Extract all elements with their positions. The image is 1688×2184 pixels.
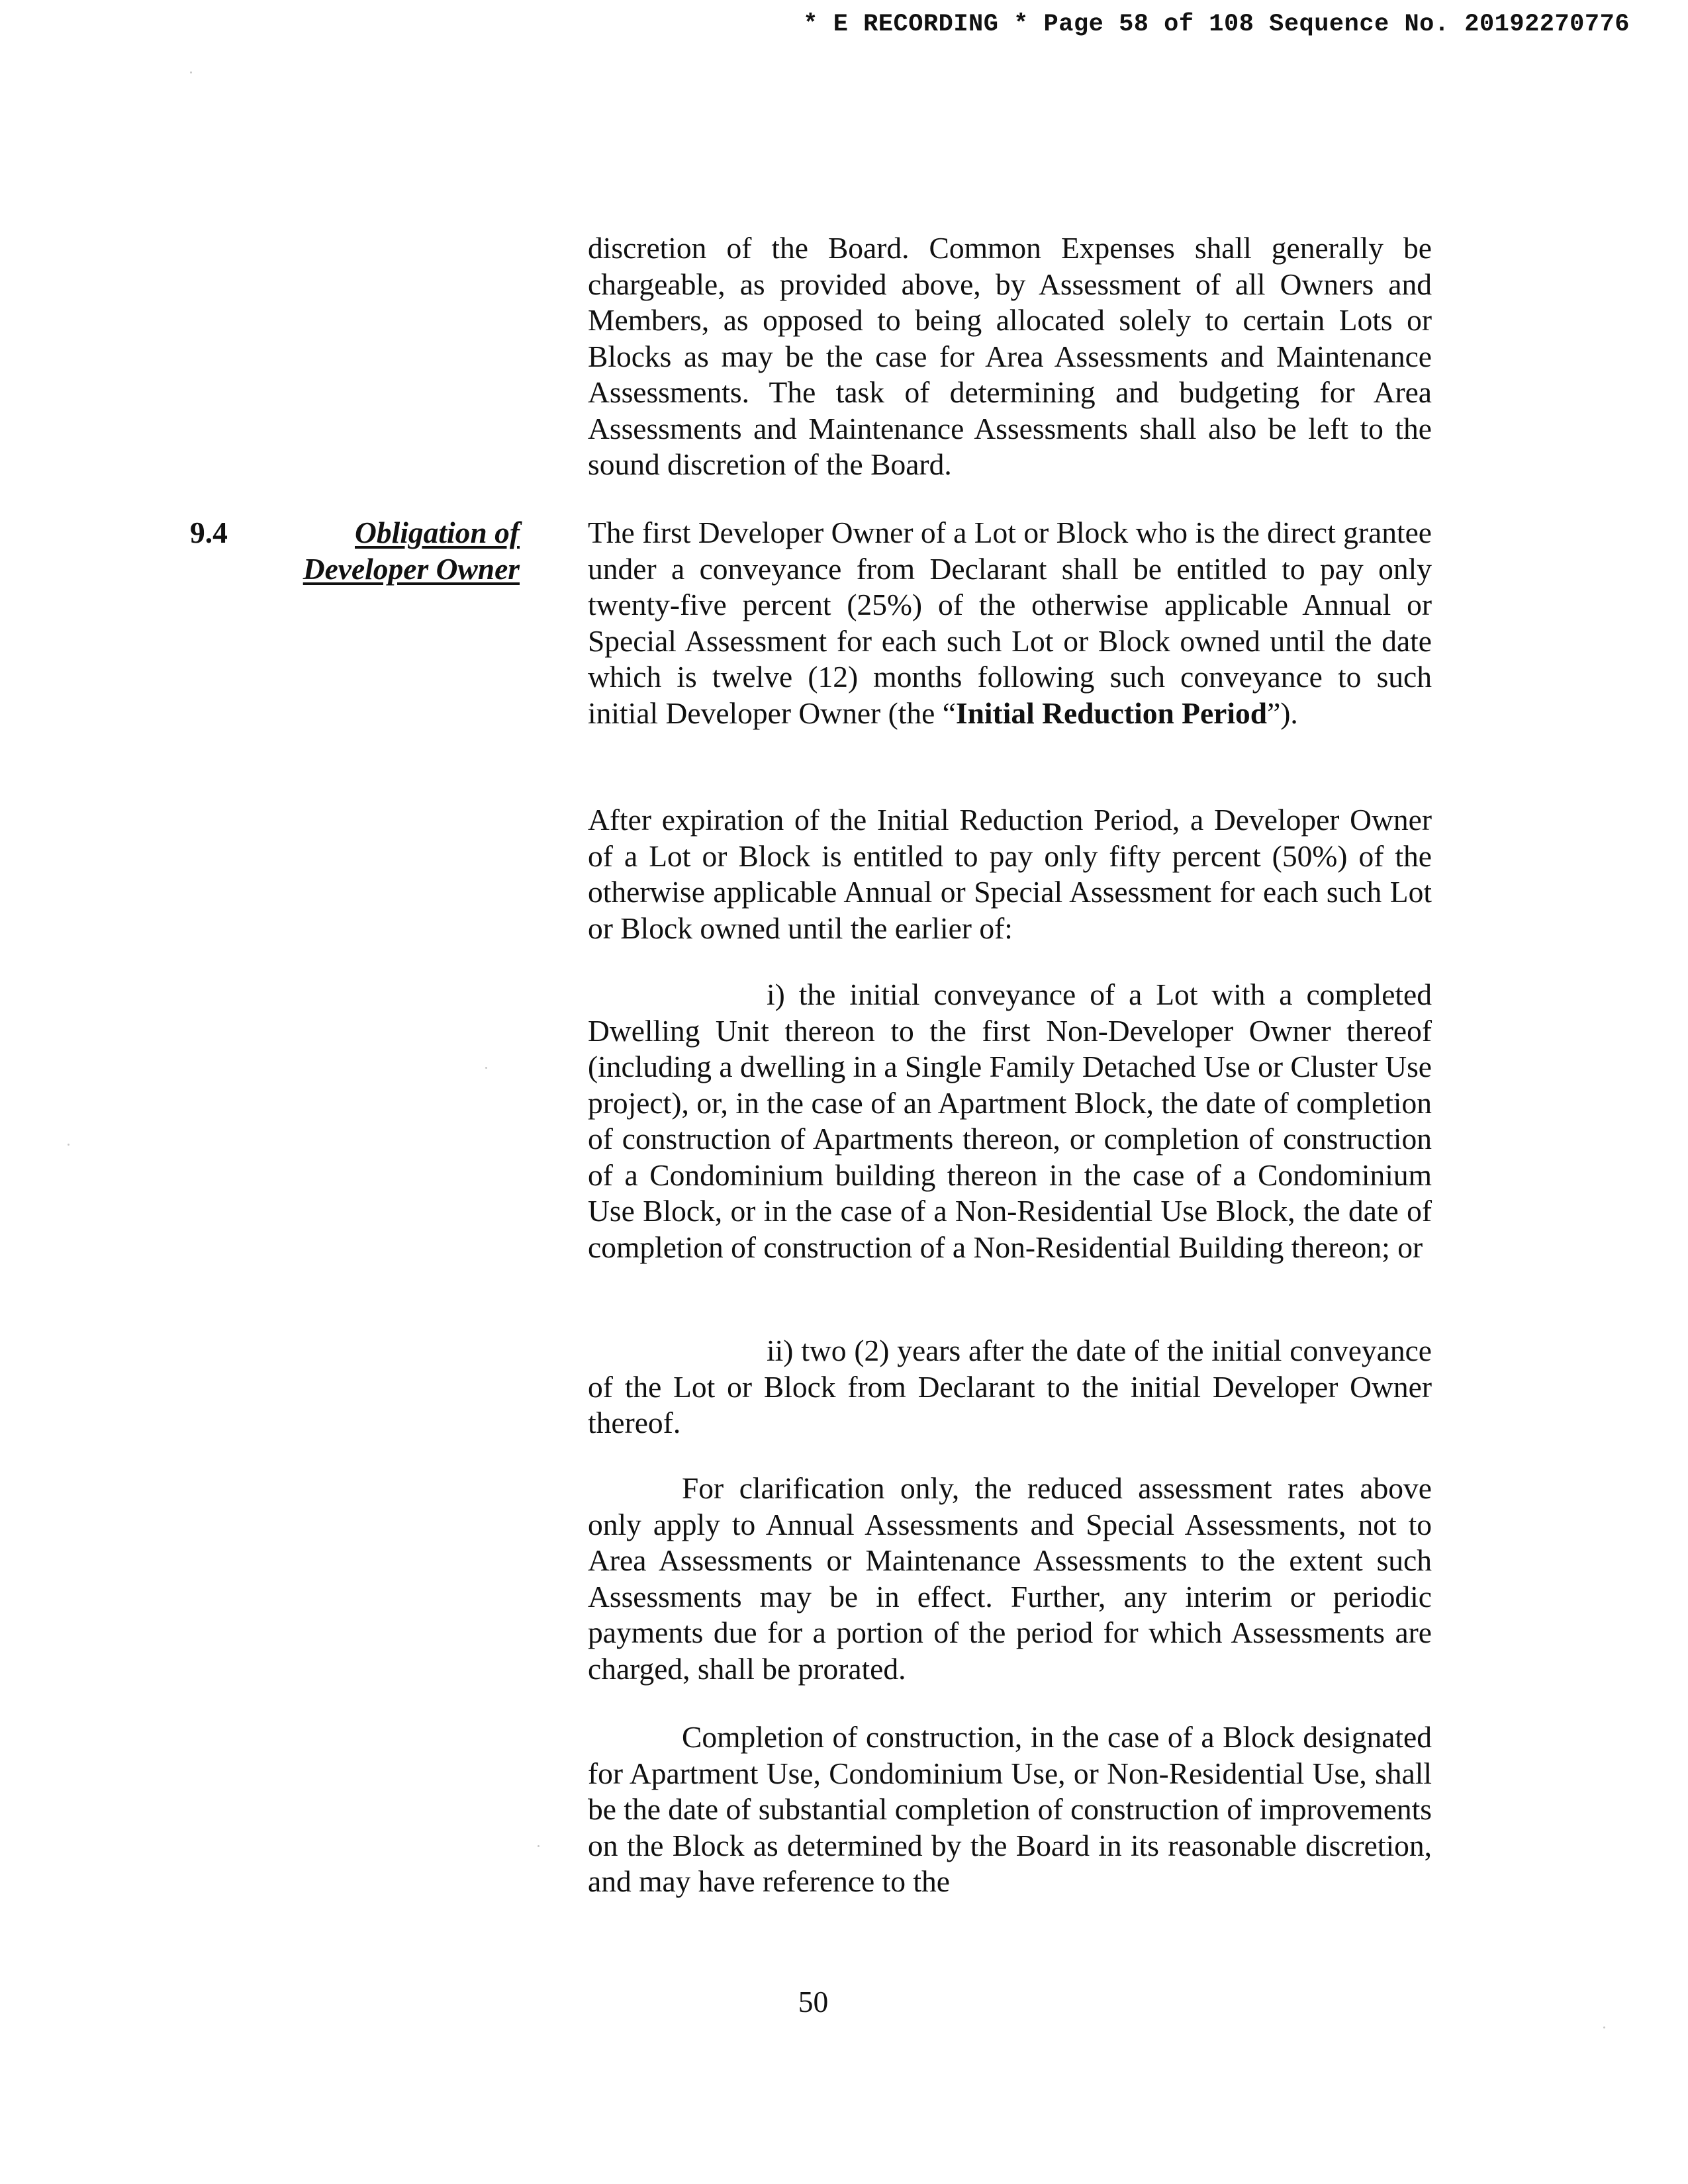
section-paragraph-2: [588, 802, 1432, 946]
intro-paragraph: [588, 230, 1432, 483]
section-paragraph-3: [588, 1471, 1432, 1687]
section-paragraph-1-text: [588, 515, 1432, 731]
section-paragraph-3-text: For clarification only, the reduced assessment rates above only apply to Annual Assessments and Special Assessments, not to Area Assessments or Maintenance Assessments to the extent such Assessments may be in effect. Further, any interim or periodic payments due for a portion of the period for which Assessments are charged, shall be prorated.: [588, 1471, 1432, 1686]
section-paragraph-4: [588, 1719, 1432, 1900]
recording-stamp: * E RECORDING * Page 58 of 108 Sequence No. 20192270776: [803, 11, 1630, 38]
section-paragraph-1: [588, 515, 1432, 731]
section-title: [303, 515, 520, 587]
intro-paragraph-text: discretion of the Board. Common Expenses shall generally be chargeable, as provided above, by Assessment of all Owners and Members, as opposed to being allocated solely to certain Lots or Blocks as may be the case for Area Assessments and Maintenance Assessments. The task of determining and budgeting for Area Assessments and Maintenance Assessments shall also be left to the sound discretion of the Board.: [588, 231, 1432, 481]
section-title-line-2: Developer Owner: [303, 551, 520, 586]
page-number: 50: [798, 1985, 829, 2019]
section-title-line-1: Obligation of: [354, 516, 520, 549]
section-number: 9.4: [190, 516, 228, 549]
scan-speck: [68, 1144, 70, 1146]
list-item-ii: [588, 1333, 1432, 1441]
section-paragraph-4-text: Completion of construction, in the case of a Block designated for Apartment Use, Condominium Use, or Non-Residential Use, shall be the date of substantial completion of construction of improvements on the Block as determined by the Board in its reasonable discretion, and may have reference to the: [588, 1720, 1432, 1898]
list-item-ii-text: ii) two (2) years after the date of the initial conveyance of the Lot or Block from Declarant to the initial Developer Owner thereof.: [588, 1334, 1432, 1439]
p1-before-bold: The first Developer Owner of a Lot or Block who is the direct grantee under a conveyance from Declarant shall be entitled to pay only twenty-five percent (25%) of the otherwise applicable Annual or Special Assessment for each such Lot or Block owned until the date which is twelve (12) months following such conveyance to such initial Developer Owner (the “: [588, 516, 1432, 730]
p1-after-bold: ”).: [1267, 696, 1298, 730]
scan-speck: [485, 1067, 487, 1069]
section-paragraph-2-text: After expiration of the Initial Reduction Period, a Developer Owner of a Lot or Block is entitled to pay only fifty percent (50%) of the otherwise applicable Annual or Special Assessment for each such Lot or Block owned until the earlier of:: [588, 803, 1432, 945]
defined-term-initial-reduction-period: Initial Reduction Period: [955, 696, 1268, 730]
list-item-i: [588, 977, 1432, 1265]
scan-speck: [538, 1845, 539, 1847]
scan-speck: [190, 71, 192, 73]
list-item-i-text: i) the initial conveyance of a Lot with a completed Dwelling Unit thereon to the first Non-Developer Owner thereof (including a dwelling in a Single Family Detached Use or Cluster Use project), or, in the case of an Apartment Block, the date of completion of construction of Apartments thereon, or completion of construction of a Condominium building thereon in the case of a Condominium Use Block, or in the case of a Non-Residential Use Block, the date of completion of construction of a Non-Residential Building thereon; or: [588, 978, 1432, 1264]
scan-speck: [1603, 2026, 1605, 2028]
